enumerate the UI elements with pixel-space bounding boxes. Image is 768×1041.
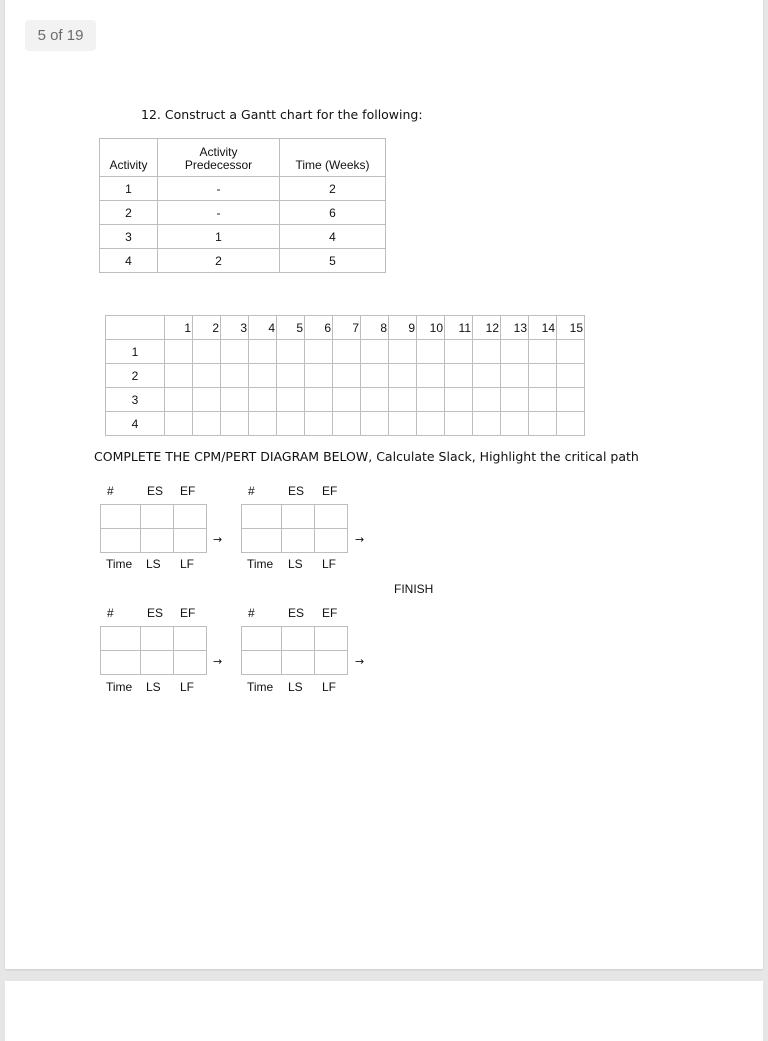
node-cell[interactable] [101, 651, 141, 675]
node-cell[interactable] [141, 529, 174, 553]
gantt-cell[interactable] [473, 340, 501, 364]
gantt-cell[interactable] [501, 412, 529, 436]
week-header: 1 [165, 316, 193, 340]
node-time-label: Time [247, 557, 274, 571]
question-title: 12. Construct a Gantt chart for the following: [141, 107, 423, 122]
activity-cell: 2 [100, 201, 158, 225]
gantt-cell[interactable] [193, 388, 221, 412]
gantt-cell[interactable] [333, 412, 361, 436]
gantt-cell[interactable] [501, 388, 529, 412]
activity-cell: 1 [100, 177, 158, 201]
predecessor-cell: - [158, 201, 280, 225]
week-header: 13 [501, 316, 529, 340]
gantt-cell[interactable] [473, 364, 501, 388]
node-cell[interactable] [141, 651, 174, 675]
header-predecessor-line1: Activity [199, 145, 238, 159]
gantt-cell[interactable] [445, 364, 473, 388]
activity-cell: 3 [100, 225, 158, 249]
finish-label: FINISH [394, 582, 434, 596]
gantt-cell[interactable] [361, 412, 389, 436]
node-ef-label: EF [322, 606, 338, 620]
cpm-instruction: COMPLETE THE CPM/PERT DIAGRAM BELOW, Calculate Slack, Highlight the critical path [94, 449, 639, 464]
time-cell: 2 [280, 177, 386, 201]
gantt-cell[interactable] [277, 340, 305, 364]
gantt-cell[interactable] [389, 412, 417, 436]
week-header: 3 [221, 316, 249, 340]
gantt-cell[interactable] [417, 340, 445, 364]
node-ef-label: EF [180, 484, 196, 498]
page-counter: 5 of 19 [25, 20, 96, 51]
document-page [5, 0, 763, 969]
gantt-cell[interactable] [529, 412, 557, 436]
week-header: 7 [333, 316, 361, 340]
gantt-cell[interactable] [389, 388, 417, 412]
gantt-cell[interactable] [389, 364, 417, 388]
gantt-corner-cell [106, 316, 165, 340]
node-es-label: ES [147, 606, 164, 620]
node-num-label: # [248, 484, 255, 498]
gantt-cell[interactable] [333, 388, 361, 412]
gantt-cell[interactable] [445, 388, 473, 412]
gantt-cell[interactable] [529, 340, 557, 364]
node-cell[interactable] [315, 627, 348, 651]
activity-cell: 4 [100, 249, 158, 273]
week-header: 4 [249, 316, 277, 340]
gantt-cell[interactable] [305, 388, 333, 412]
node-box [100, 504, 207, 553]
node-box [100, 626, 207, 675]
arrow-icon: → [355, 655, 365, 668]
predecessor-cell: 1 [158, 225, 280, 249]
week-header: 10 [417, 316, 445, 340]
node-time-label: Time [106, 557, 133, 571]
node-time-label: Time [106, 680, 133, 694]
gantt-cell[interactable] [557, 364, 585, 388]
gantt-cell[interactable] [249, 388, 277, 412]
node-ls-label: LS [288, 557, 303, 571]
gantt-row [106, 340, 585, 364]
week-header: 6 [305, 316, 333, 340]
week-header: 14 [529, 316, 557, 340]
node-cell[interactable] [315, 651, 348, 675]
gantt-cell[interactable] [501, 340, 529, 364]
gantt-cell[interactable] [557, 388, 585, 412]
node-ls-label: LS [146, 680, 161, 694]
gantt-cell[interactable] [417, 388, 445, 412]
node-cell[interactable] [242, 651, 282, 675]
node-cell[interactable] [101, 505, 141, 529]
node-lf-label: LF [322, 680, 337, 694]
gantt-cell[interactable] [249, 364, 277, 388]
gantt-cell[interactable] [249, 412, 277, 436]
gantt-cell[interactable] [221, 388, 249, 412]
gantt-cell[interactable] [333, 364, 361, 388]
node-ef-label: EF [322, 484, 338, 498]
gantt-cell[interactable] [277, 364, 305, 388]
week-header: 8 [361, 316, 389, 340]
week-header: 12 [473, 316, 501, 340]
header-activity: Activity [100, 139, 158, 177]
table-row [100, 177, 386, 201]
header-predecessor [158, 139, 280, 177]
node-lf-label: LF [180, 680, 195, 694]
node-num-label: # [248, 606, 255, 620]
cpm-node [100, 603, 250, 803]
node-es-label: ES [147, 484, 164, 498]
gantt-activity-label: 3 [106, 388, 165, 412]
table-row [100, 201, 386, 225]
gantt-row [106, 388, 585, 412]
gantt-cell[interactable] [529, 364, 557, 388]
gantt-cell[interactable] [557, 412, 585, 436]
gantt-cell[interactable] [333, 340, 361, 364]
gantt-cell[interactable] [165, 364, 193, 388]
week-header: 5 [277, 316, 305, 340]
week-header: 15 [557, 316, 585, 340]
gantt-cell[interactable] [361, 388, 389, 412]
table-row [100, 249, 386, 273]
time-cell: 6 [280, 201, 386, 225]
gantt-cell[interactable] [221, 340, 249, 364]
gantt-cell[interactable] [361, 364, 389, 388]
gantt-cell[interactable] [193, 340, 221, 364]
gantt-cell[interactable] [473, 412, 501, 436]
node-cell[interactable] [282, 651, 315, 675]
gantt-cell[interactable] [417, 364, 445, 388]
gantt-cell[interactable] [249, 340, 277, 364]
gantt-header-row [106, 316, 585, 340]
node-lf-label: LF [180, 557, 195, 571]
gantt-cell[interactable] [193, 364, 221, 388]
arrow-icon: → [355, 533, 365, 546]
node-cell[interactable] [174, 529, 207, 553]
node-cell[interactable] [242, 627, 282, 651]
gantt-cell[interactable] [417, 412, 445, 436]
node-cell[interactable] [101, 627, 141, 651]
node-cell[interactable] [242, 529, 282, 553]
gantt-grid [105, 315, 585, 436]
gantt-cell[interactable] [277, 388, 305, 412]
node-cell[interactable] [282, 505, 315, 529]
node-lf-label: LF [322, 557, 337, 571]
node-cell[interactable] [315, 505, 348, 529]
predecessor-cell: 2 [158, 249, 280, 273]
time-cell: 4 [280, 225, 386, 249]
gantt-cell[interactable] [361, 340, 389, 364]
gantt-cell[interactable] [305, 340, 333, 364]
node-ls-label: LS [288, 680, 303, 694]
gantt-cell[interactable] [165, 412, 193, 436]
arrow-icon: → [213, 533, 223, 546]
week-header: 2 [193, 316, 221, 340]
node-box [241, 504, 348, 553]
predecessor-cell: - [158, 177, 280, 201]
week-header: 9 [389, 316, 417, 340]
cpm-node [241, 603, 391, 803]
gantt-cell[interactable] [501, 364, 529, 388]
gantt-activity-label: 1 [106, 340, 165, 364]
gantt-cell[interactable] [221, 412, 249, 436]
node-cell[interactable] [174, 505, 207, 529]
gantt-cell[interactable] [165, 388, 193, 412]
header-time: Time (Weeks) [280, 139, 386, 177]
node-es-label: ES [288, 484, 305, 498]
gantt-cell[interactable] [221, 364, 249, 388]
gantt-row [106, 412, 585, 436]
gantt-cell[interactable] [445, 340, 473, 364]
node-cell[interactable] [174, 651, 207, 675]
node-cell[interactable] [282, 627, 315, 651]
activity-table-header [100, 139, 386, 177]
gantt-activity-label: 2 [106, 364, 165, 388]
node-cell[interactable] [242, 505, 282, 529]
table-row [100, 225, 386, 249]
node-ef-label: EF [180, 606, 196, 620]
node-es-label: ES [288, 606, 305, 620]
activity-table [99, 138, 386, 273]
arrow-icon: → [213, 655, 223, 668]
node-cell[interactable] [174, 627, 207, 651]
gantt-activity-label: 4 [106, 412, 165, 436]
next-page [5, 981, 763, 1041]
week-header: 11 [445, 316, 473, 340]
node-ls-label: LS [146, 557, 161, 571]
gantt-cell[interactable] [305, 412, 333, 436]
gantt-cell[interactable] [389, 340, 417, 364]
gantt-cell[interactable] [473, 388, 501, 412]
gantt-cell[interactable] [277, 412, 305, 436]
node-cell[interactable] [315, 529, 348, 553]
node-cell[interactable] [141, 505, 174, 529]
node-box [241, 626, 348, 675]
time-cell: 5 [280, 249, 386, 273]
gantt-cell[interactable] [557, 340, 585, 364]
gantt-cell[interactable] [529, 388, 557, 412]
node-cell[interactable] [101, 529, 141, 553]
node-cell[interactable] [282, 529, 315, 553]
gantt-row [106, 364, 585, 388]
gantt-cell[interactable] [445, 412, 473, 436]
node-num-label: # [107, 606, 114, 620]
node-time-label: Time [247, 680, 274, 694]
gantt-cell[interactable] [193, 412, 221, 436]
node-cell[interactable] [141, 627, 174, 651]
gantt-cell[interactable] [305, 364, 333, 388]
gantt-cell[interactable] [165, 340, 193, 364]
node-num-label: # [107, 484, 114, 498]
header-predecessor-line2: Predecessor [184, 158, 253, 172]
